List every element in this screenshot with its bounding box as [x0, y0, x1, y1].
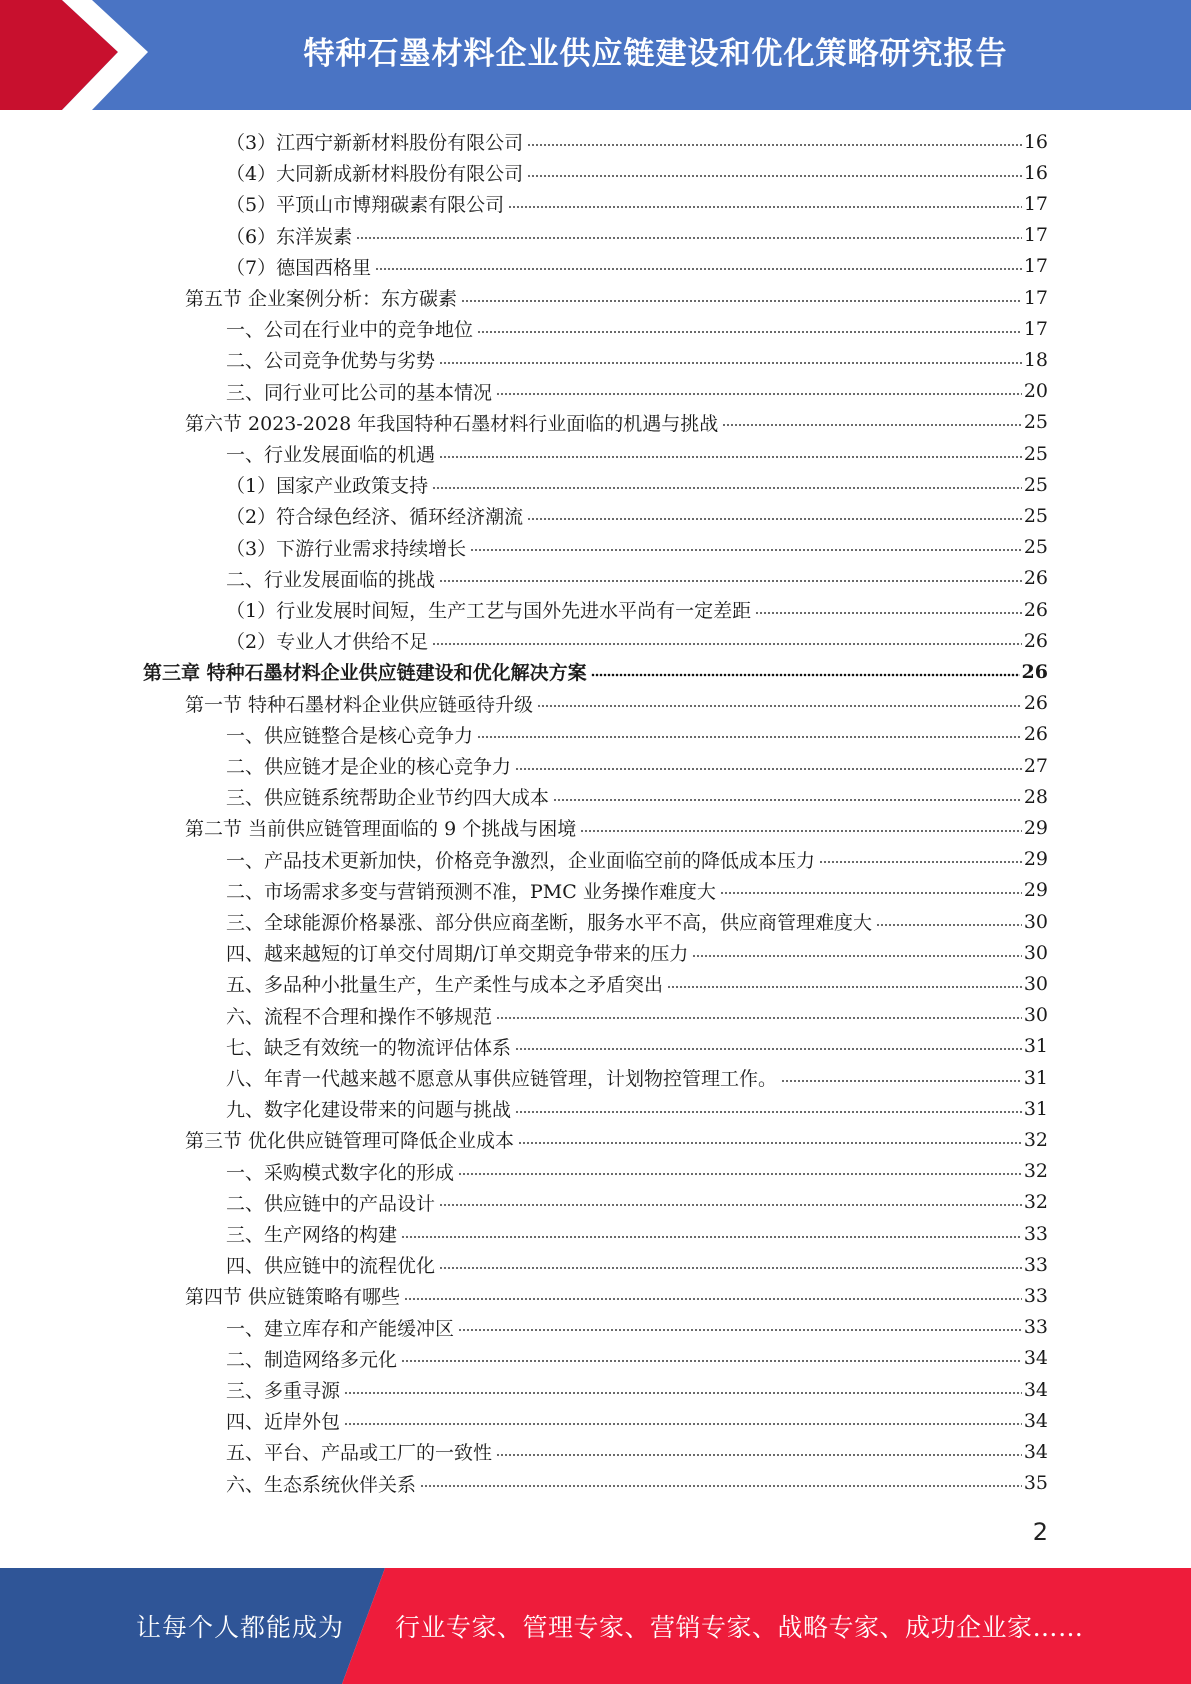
toc-entry-page: 16	[1023, 130, 1048, 153]
toc-entry[interactable]	[226, 188, 1048, 219]
toc-entry[interactable]	[226, 1093, 1048, 1124]
toc-dot-leader	[496, 392, 1022, 396]
toc-dot-leader	[819, 860, 1022, 864]
toc-entry[interactable]	[226, 344, 1048, 375]
toc-dot-leader	[420, 1484, 1022, 1488]
footer-slogan-right: 行业专家、管理专家、营销专家、战略专家、成功企业家……	[395, 1613, 1084, 1642]
toc-entry-page: 17	[1023, 192, 1048, 215]
toc-dot-leader	[439, 1266, 1022, 1270]
toc-dot-leader	[720, 891, 1022, 895]
toc-dot-leader	[527, 143, 1022, 147]
toc-entry-page: 30	[1023, 941, 1048, 964]
toc-entry-page: 27	[1023, 754, 1048, 777]
page-header	[0, 0, 1191, 110]
toc-entry-page: 29	[1023, 816, 1048, 839]
toc-entry-page: 34	[1023, 1347, 1048, 1370]
toc-entry[interactable]	[226, 532, 1048, 563]
toc-dot-leader	[515, 1047, 1022, 1051]
toc-entry-page: 29	[1023, 848, 1048, 871]
toc-dot-leader	[692, 954, 1021, 958]
toc-entry-page: 17	[1023, 286, 1048, 309]
toc-dot-leader	[580, 829, 1022, 833]
toc-entry-page: 33	[1023, 1222, 1048, 1245]
toc-entry[interactable]	[226, 1218, 1048, 1249]
page-number: 2	[1032, 1518, 1048, 1546]
toc-entry[interactable]	[226, 750, 1048, 781]
toc-entry-page: 26	[1023, 598, 1048, 621]
toc-entry-title: 一、行业发展面临的机遇	[226, 444, 436, 466]
toc-entry-title: 第二节 当前供应链管理面临的 9 个挑战与困境	[185, 818, 577, 841]
toc-entry-page: 33	[1023, 1284, 1048, 1307]
toc-dot-leader	[458, 1328, 1022, 1332]
toc-entry-title: 第一节 特种石墨材料企业供应链亟待升级	[185, 693, 534, 716]
toc-dot-leader	[344, 1422, 1022, 1426]
toc-entry-title: 五、多品种小批量生产，生产柔性与成本之矛盾突出	[226, 974, 664, 997]
toc-entry-title: 二、公司竞争优势与劣势	[226, 350, 436, 373]
toc-dot-leader	[722, 423, 1022, 427]
toc-entry-title: 三、供应链系统帮助企业节约四大成本	[226, 787, 550, 810]
toc-entry-title: （1）国家产业政策支持	[226, 475, 429, 498]
toc-entry-title: （3）江西宁新新材料股份有限公司	[226, 132, 524, 154]
toc-entry[interactable]	[226, 719, 1048, 750]
toc-entry-title: 四、近岸外包	[226, 1411, 341, 1434]
toc-entry-page: 30	[1023, 910, 1048, 933]
toc-entry-title: 二、供应链中的产品设计	[226, 1192, 436, 1215]
toc-entry[interactable]	[143, 656, 1048, 687]
toc-entry[interactable]	[226, 1031, 1048, 1062]
toc-entry-title: 一、产品技术更新加快，价格竞争激烈，企业面临空前的降低成本压力	[226, 849, 816, 872]
toc-dot-leader	[537, 704, 1022, 708]
toc-entry-title: 四、供应链中的流程优化	[226, 1255, 436, 1278]
toc-entry-page: 34	[1023, 1378, 1048, 1401]
page-footer	[0, 1568, 1191, 1684]
toc-entry-title: 六、生态系统伙伴关系	[226, 1473, 417, 1496]
toc-entry[interactable]	[226, 1436, 1048, 1467]
toc-entry[interactable]	[226, 875, 1048, 906]
toc-entry[interactable]	[226, 376, 1048, 407]
toc-dot-leader	[344, 1391, 1022, 1395]
toc-entry-title: 第三节 优化供应链管理可降低企业成本	[185, 1130, 515, 1153]
toc-entry[interactable]	[185, 812, 1048, 843]
toc-entry[interactable]	[226, 220, 1048, 251]
toc-entry-title: 第三章 特种石墨材料企业供应链建设和优化解决方案	[143, 662, 587, 685]
report-title: 特种石墨材料企业供应链建设和优化策略研究报告	[303, 35, 1008, 72]
toc-dot-leader	[515, 1110, 1022, 1114]
toc-dot-leader	[470, 548, 1022, 552]
toc-entry[interactable]	[226, 1187, 1048, 1218]
toc-entry[interactable]	[226, 438, 1048, 469]
toc-dot-leader	[401, 1359, 1022, 1363]
toc-entry-title: 七、缺乏有效统一的物流评估体系	[226, 1036, 512, 1059]
toc-entry-title: （2）专业人才供给不足	[226, 631, 429, 654]
toc-entry-page: 20	[1023, 380, 1048, 403]
toc-entry-page: 31	[1023, 1066, 1048, 1089]
toc-dot-leader	[527, 517, 1022, 521]
toc-entry[interactable]	[185, 282, 1048, 313]
toc-entry-title: 三、多重寻源	[226, 1380, 341, 1402]
toc-entry[interactable]	[226, 157, 1048, 188]
toc-entry[interactable]	[226, 1374, 1048, 1405]
toc-entry[interactable]	[226, 500, 1048, 531]
toc-entry-page: 17	[1023, 317, 1048, 340]
toc-entry-title: 一、供应链整合是核心竞争力	[226, 724, 474, 747]
toc-entry[interactable]	[185, 688, 1048, 719]
toc-dot-leader	[496, 1016, 1022, 1020]
toc-entry-title: （3）下游行业需求持续增长	[226, 537, 467, 560]
toc-entry[interactable]	[226, 126, 1048, 157]
toc-dot-leader	[461, 299, 1022, 303]
toc-entry-title: （5）平顶山市博翔碳素有限公司	[226, 194, 505, 217]
toc-entry-page: 30	[1023, 1004, 1048, 1027]
toc-entry-page: 26	[1023, 692, 1048, 715]
toc-entry-page: 28	[1023, 785, 1048, 808]
toc-dot-leader	[439, 455, 1022, 459]
toc-entry-page: 17	[1023, 224, 1048, 247]
toc-dot-leader	[432, 486, 1022, 490]
toc-entry[interactable]	[226, 1249, 1048, 1280]
toc-entry-title: 四、越来越短的订单交付周期/订单交期竞争带来的压力	[226, 943, 689, 966]
toc-dot-leader	[591, 673, 1020, 677]
toc-entry-page: 25	[1023, 411, 1048, 434]
toc-entry[interactable]	[226, 313, 1048, 344]
toc-entry-page: 16	[1023, 161, 1048, 184]
toc-entry-page: 25	[1023, 504, 1048, 527]
toc-entry-title: 三、生产网络的构建	[226, 1224, 398, 1246]
toc-dot-leader	[477, 735, 1022, 739]
toc-entry-page: 17	[1023, 255, 1048, 278]
toc-dot-leader	[401, 1235, 1022, 1239]
toc-dot-leader	[553, 798, 1022, 802]
toc-entry-title: （4）大同新成新材料股份有限公司	[226, 163, 524, 186]
toc-entry[interactable]	[226, 594, 1048, 625]
toc-entry-title: 第六节 2023-2028 年我国特种石墨材料行业面临的机遇与挑战	[185, 412, 719, 435]
toc-entry-page: 32	[1023, 1128, 1048, 1151]
toc-entry-title: 三、同行业可比公司的基本情况	[226, 381, 493, 404]
toc-entry[interactable]	[226, 251, 1048, 282]
toc-entry-title: 六、流程不合理和操作不够规范	[226, 1005, 493, 1028]
toc-entry[interactable]	[226, 1062, 1048, 1093]
toc-entry[interactable]	[226, 968, 1048, 999]
toc-entry-title: 一、采购模式数字化的形成	[226, 1161, 455, 1184]
toc-dot-leader	[781, 1079, 1022, 1083]
toc-entry-page: 33	[1023, 1316, 1048, 1339]
toc-dot-leader	[518, 1141, 1022, 1145]
toc-dot-leader	[439, 579, 1022, 583]
toc-dot-leader	[755, 611, 1022, 615]
toc-dot-leader	[527, 174, 1022, 178]
toc-entry[interactable]	[226, 1312, 1048, 1343]
toc-entry-page: 31	[1023, 1097, 1048, 1120]
toc-entry-title: 第四节 供应链策略有哪些	[185, 1286, 401, 1309]
toc-entry-page: 34	[1023, 1409, 1048, 1432]
toc-entry-title: 二、制造网络多元化	[226, 1348, 398, 1371]
footer-slogan-left: 让每个人都能成为	[135, 1613, 344, 1642]
toc-entry[interactable]	[185, 407, 1048, 438]
toc-entry-page: 26	[1023, 723, 1048, 746]
toc-dot-leader	[375, 267, 1022, 271]
toc-dot-leader	[356, 236, 1022, 240]
toc-entry-title: 二、行业发展面临的挑战	[226, 568, 436, 591]
toc-dot-leader	[404, 1297, 1022, 1301]
header-arrow-graphic	[0, 0, 150, 110]
toc-entry[interactable]	[226, 906, 1048, 937]
toc-entry-page: 26	[1021, 660, 1048, 683]
toc-dot-leader	[432, 642, 1022, 646]
toc-dot-leader	[667, 985, 1022, 989]
toc-entry-title: 九、数字化建设带来的问题与挑战	[226, 1099, 512, 1122]
toc-entry-page: 32	[1023, 1191, 1048, 1214]
toc-dot-leader	[876, 923, 1022, 927]
toc-entry[interactable]	[226, 1405, 1048, 1436]
toc-entry[interactable]	[226, 937, 1048, 968]
toc-dot-leader	[477, 330, 1022, 334]
toc-entry[interactable]	[226, 1156, 1048, 1187]
toc-entry-title: 八、年青一代越来越不愿意从事供应链管理，计划物控管理工作。	[226, 1068, 778, 1090]
toc-entry[interactable]	[226, 844, 1048, 875]
toc-entry-title: 五、平台、产品或工厂的一致性	[226, 1442, 493, 1465]
toc-entry[interactable]	[226, 1000, 1048, 1031]
toc-entry-page: 26	[1023, 629, 1048, 652]
toc-entry-page: 18	[1023, 348, 1048, 371]
toc-dot-leader	[496, 1453, 1022, 1457]
toc-entry[interactable]	[226, 469, 1048, 500]
toc-entry[interactable]	[226, 781, 1048, 812]
toc-entry-title: （6）东洋炭素	[226, 225, 353, 248]
toc-entry-page: 31	[1023, 1035, 1048, 1058]
toc-entry[interactable]	[185, 1280, 1048, 1311]
toc-entry-title: 三、全球能源价格暴涨、部分供应商垄断，服务水平不高，供应商管理难度大	[226, 912, 873, 934]
toc-dot-leader	[458, 1172, 1022, 1176]
toc-entry[interactable]	[226, 1343, 1048, 1374]
toc-entry-page: 25	[1023, 473, 1048, 496]
toc-entry-title: 第五节 企业案例分析：东方碳素	[185, 288, 458, 310]
toc-entry-page: 26	[1023, 567, 1048, 590]
toc-entry[interactable]	[226, 625, 1048, 656]
toc-entry-page: 32	[1023, 1160, 1048, 1183]
toc-entry-page: 33	[1023, 1253, 1048, 1276]
toc-entry-page: 25	[1023, 536, 1048, 559]
toc-dot-leader	[508, 205, 1022, 209]
toc-entry-title: 一、公司在行业中的竞争地位	[226, 319, 474, 342]
toc-entry-title: 一、建立库存和产能缓冲区	[226, 1317, 455, 1340]
toc-entry[interactable]	[226, 1468, 1048, 1499]
toc-entry-title: 二、市场需求多变与营销预测不准，PMC 业务操作难度大	[226, 880, 716, 903]
toc-entry[interactable]	[226, 563, 1048, 594]
toc-entry-title: （7）德国西格里	[226, 256, 372, 279]
toc-entry-page: 30	[1023, 972, 1048, 995]
toc-entry[interactable]	[185, 1124, 1048, 1155]
toc-dot-leader	[439, 361, 1022, 365]
toc-entry-title: 二、供应链才是企业的核心竞争力	[226, 756, 512, 778]
toc-entry-title: （1）行业发展时间短，生产工艺与国外先进水平尚有一定差距	[226, 600, 752, 622]
toc-dot-leader	[515, 767, 1022, 771]
toc-dot-leader	[439, 1203, 1022, 1207]
toc-entry-page: 35	[1023, 1472, 1048, 1495]
toc-entry-title: （2）符合绿色经济、循环经济潮流	[226, 506, 524, 529]
toc-entry-page: 29	[1023, 879, 1048, 902]
toc-entry-page: 34	[1023, 1440, 1048, 1463]
toc-entry-page: 25	[1023, 442, 1048, 465]
